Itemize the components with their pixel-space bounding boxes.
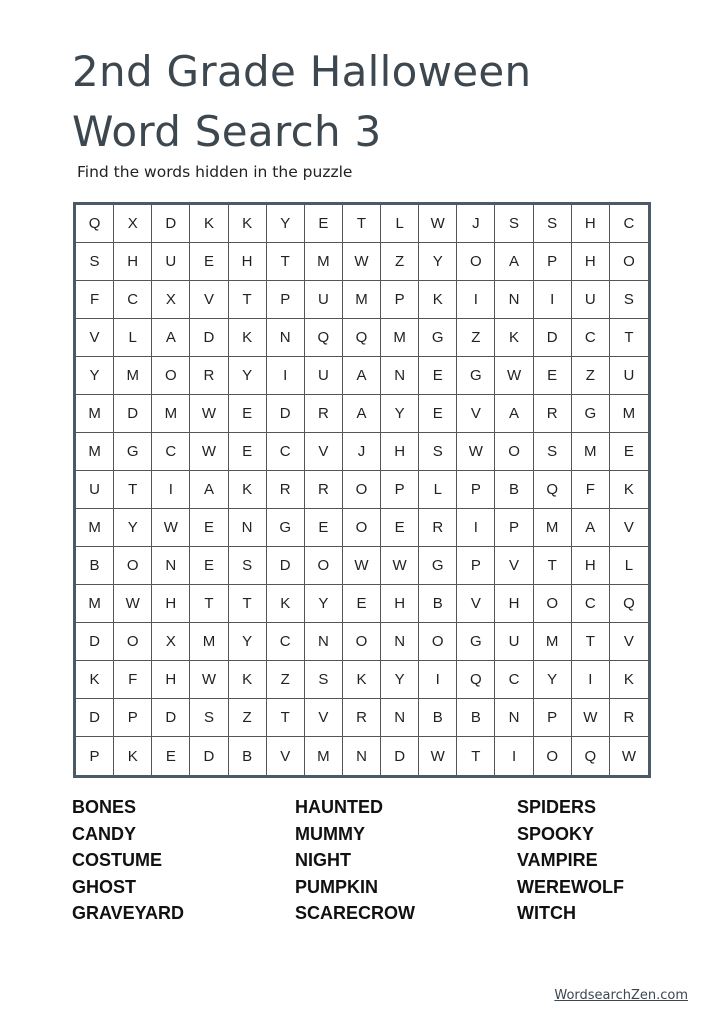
word-item: HAUNTED	[295, 797, 383, 817]
grid-cell[interactable]: Y	[267, 205, 305, 243]
grid-cell[interactable]: E	[343, 585, 381, 623]
grid-cell[interactable]: L	[419, 471, 457, 509]
grid-cell[interactable]: Y	[114, 509, 152, 547]
grid-cell[interactable]: N	[495, 281, 533, 319]
grid-cell[interactable]: W	[457, 433, 495, 471]
grid-cell[interactable]: G	[267, 509, 305, 547]
grid-cell[interactable]: T	[190, 585, 228, 623]
grid-cell[interactable]: J	[343, 433, 381, 471]
word-item: WITCH	[517, 903, 576, 923]
grid-cell[interactable]: I	[495, 737, 533, 775]
word-item: WEREWOLF	[517, 876, 624, 897]
grid-cell[interactable]: C	[267, 623, 305, 661]
grid-cell[interactable]: D	[190, 737, 228, 775]
word-item: MUMMY	[295, 823, 365, 844]
grid-cell[interactable]: F	[76, 281, 114, 319]
grid-cell[interactable]: G	[572, 395, 610, 433]
instructions: Find the words hidden in the puzzle	[77, 163, 353, 181]
grid-cell[interactable]: V	[267, 737, 305, 775]
grid-cell[interactable]: U	[152, 243, 190, 281]
grid-cell[interactable]: P	[381, 471, 419, 509]
grid-cell[interactable]: V	[305, 699, 343, 737]
grid-cell[interactable]: M	[534, 509, 572, 547]
grid-cell[interactable]: W	[190, 395, 228, 433]
grid-cell[interactable]: U	[610, 357, 648, 395]
grid-cell[interactable]: I	[457, 281, 495, 319]
grid-cell[interactable]: C	[572, 319, 610, 357]
grid-cell[interactable]: V	[305, 433, 343, 471]
grid-cell[interactable]: Z	[267, 661, 305, 699]
grid-cell[interactable]: P	[114, 699, 152, 737]
grid-cell[interactable]: K	[190, 205, 228, 243]
title-line-1: 2nd Grade Halloween	[72, 47, 532, 96]
grid-cell[interactable]: Z	[572, 357, 610, 395]
grid-cell[interactable]: D	[114, 395, 152, 433]
grid-cell[interactable]: T	[229, 281, 267, 319]
grid-cell[interactable]: K	[495, 319, 533, 357]
grid-cell[interactable]: D	[267, 547, 305, 585]
grid-cell[interactable]: G	[419, 319, 457, 357]
grid-cell[interactable]: O	[457, 243, 495, 281]
grid-cell[interactable]: M	[572, 433, 610, 471]
word-item: PUMPKIN	[295, 876, 379, 897]
grid-cell[interactable]: C	[495, 661, 533, 699]
grid-cell[interactable]: K	[419, 281, 457, 319]
grid-cell[interactable]: C	[114, 281, 152, 319]
grid-cell[interactable]: K	[229, 319, 267, 357]
grid-cell[interactable]: H	[152, 661, 190, 699]
grid-cell[interactable]: F	[114, 661, 152, 699]
grid-cell[interactable]: K	[267, 585, 305, 623]
grid-cell[interactable]: D	[76, 623, 114, 661]
word-item: GHOST	[72, 876, 137, 897]
grid-cell[interactable]: M	[152, 395, 190, 433]
grid-cell[interactable]: Y	[381, 395, 419, 433]
grid-cell[interactable]: C	[267, 433, 305, 471]
grid-cell[interactable]: T	[267, 243, 305, 281]
grid-cell[interactable]: Y	[229, 623, 267, 661]
grid-cell[interactable]: H	[381, 585, 419, 623]
grid-cell[interactable]: I	[572, 661, 610, 699]
grid-cell[interactable]: B	[457, 699, 495, 737]
grid-cell[interactable]: H	[229, 243, 267, 281]
grid-cell[interactable]: N	[495, 699, 533, 737]
grid-cell[interactable]: B	[419, 585, 457, 623]
grid-cell[interactable]: S	[534, 205, 572, 243]
grid-cell[interactable]: W	[190, 433, 228, 471]
grid-cell[interactable]: I	[152, 471, 190, 509]
grid-cell[interactable]: Y	[419, 243, 457, 281]
grid-cell[interactable]: D	[267, 395, 305, 433]
page-title	[72, 42, 692, 162]
grid-cell[interactable]: T	[229, 585, 267, 623]
word-list	[72, 794, 672, 927]
grid-cell[interactable]: C	[152, 433, 190, 471]
grid-cell[interactable]: F	[572, 471, 610, 509]
grid-cell[interactable]: O	[495, 433, 533, 471]
grid-cell[interactable]: E	[381, 509, 419, 547]
word-item: NIGHT	[295, 850, 351, 870]
grid-cell[interactable]: D	[190, 319, 228, 357]
grid-cell[interactable]: Y	[381, 661, 419, 699]
grid-cell[interactable]: J	[457, 205, 495, 243]
grid-cell[interactable]: M	[76, 433, 114, 471]
grid-cell[interactable]: E	[610, 433, 648, 471]
grid-cell[interactable]: D	[76, 699, 114, 737]
grid-cell[interactable]: S	[229, 547, 267, 585]
grid-cell[interactable]: P	[457, 471, 495, 509]
grid-cell[interactable]: S	[76, 243, 114, 281]
grid-cell[interactable]: E	[229, 433, 267, 471]
word-item: VAMPIRE	[517, 850, 598, 870]
title-line-2: Word Search 3	[72, 107, 382, 156]
grid-cell[interactable]: K	[229, 471, 267, 509]
grid-cell[interactable]: H	[152, 585, 190, 623]
grid-cell[interactable]: G	[419, 547, 457, 585]
grid-cell[interactable]: U	[305, 281, 343, 319]
word-column	[72, 794, 295, 927]
grid-cell[interactable]: D	[152, 205, 190, 243]
grid-cell[interactable]: A	[495, 395, 533, 433]
grid-cell[interactable]: Y	[534, 661, 572, 699]
grid-cell[interactable]: O	[610, 243, 648, 281]
grid-cell[interactable]: X	[152, 623, 190, 661]
site-link[interactable]: WordsearchZen.com	[554, 988, 688, 1003]
grid-cell[interactable]: Y	[229, 357, 267, 395]
grid-cell[interactable]: V	[457, 585, 495, 623]
grid-cell[interactable]: M	[76, 509, 114, 547]
grid-cell[interactable]: E	[229, 395, 267, 433]
grid-cell[interactable]: W	[114, 585, 152, 623]
grid-cell[interactable]: E	[419, 395, 457, 433]
grid-cell[interactable]: S	[534, 433, 572, 471]
grid-cell[interactable]: I	[419, 661, 457, 699]
letter-grid	[73, 202, 651, 778]
grid-cell[interactable]: V	[457, 395, 495, 433]
grid-cell[interactable]: A	[343, 357, 381, 395]
grid-cell[interactable]: U	[305, 357, 343, 395]
grid-cell[interactable]: H	[495, 585, 533, 623]
grid-cell[interactable]: P	[534, 699, 572, 737]
grid-cell[interactable]: T	[610, 319, 648, 357]
grid-cell[interactable]: W	[343, 243, 381, 281]
grid-cell[interactable]: E	[305, 205, 343, 243]
grid-cell[interactable]: X	[152, 281, 190, 319]
grid-cell[interactable]: N	[229, 509, 267, 547]
grid-cell[interactable]: O	[343, 509, 381, 547]
grid-cell[interactable]: D	[381, 737, 419, 775]
grid-cell[interactable]: N	[267, 319, 305, 357]
grid-cell[interactable]: Z	[381, 243, 419, 281]
grid-cell[interactable]: O	[534, 737, 572, 775]
word-column	[517, 794, 672, 927]
grid-cell[interactable]: S	[419, 433, 457, 471]
grid-cell[interactable]: T	[343, 205, 381, 243]
grid-cell[interactable]: E	[305, 509, 343, 547]
grid-cell[interactable]: V	[76, 319, 114, 357]
grid-cell[interactable]: S	[495, 205, 533, 243]
grid-cell[interactable]: W	[419, 205, 457, 243]
grid-cell[interactable]: R	[610, 699, 648, 737]
grid-cell[interactable]: P	[534, 243, 572, 281]
word-item: SPIDERS	[517, 797, 597, 817]
grid-cell[interactable]: I	[534, 281, 572, 319]
grid-cell[interactable]: Q	[343, 319, 381, 357]
grid-cell[interactable]: R	[190, 357, 228, 395]
grid-cell[interactable]: P	[457, 547, 495, 585]
grid-cell[interactable]: G	[457, 623, 495, 661]
grid-cell[interactable]: A	[572, 509, 610, 547]
grid-cell[interactable]: N	[152, 547, 190, 585]
grid-cell[interactable]: R	[534, 395, 572, 433]
grid-cell[interactable]: M	[343, 281, 381, 319]
grid-cell[interactable]: O	[114, 623, 152, 661]
word-column	[295, 794, 517, 927]
grid-cell[interactable]: V	[495, 547, 533, 585]
grid-cell[interactable]: S	[190, 699, 228, 737]
grid-cell[interactable]: E	[534, 357, 572, 395]
grid-cell[interactable]: E	[190, 509, 228, 547]
grid-cell[interactable]: I	[457, 509, 495, 547]
grid-cell[interactable]: K	[76, 661, 114, 699]
grid-cell[interactable]: K	[610, 661, 648, 699]
grid-cell[interactable]: O	[343, 471, 381, 509]
grid-cell[interactable]: Q	[457, 661, 495, 699]
grid-cell[interactable]: R	[267, 471, 305, 509]
grid-cell[interactable]: R	[343, 699, 381, 737]
grid-cell[interactable]: W	[572, 699, 610, 737]
grid-cell[interactable]: N	[343, 737, 381, 775]
grid-cell[interactable]: H	[114, 243, 152, 281]
grid-cell[interactable]: W	[343, 547, 381, 585]
grid-cell[interactable]: W	[381, 547, 419, 585]
grid-cell[interactable]: M	[381, 319, 419, 357]
grid-cell[interactable]: M	[190, 623, 228, 661]
grid-cell[interactable]: U	[76, 471, 114, 509]
grid-cell[interactable]: Y	[305, 585, 343, 623]
grid-cell[interactable]: P	[76, 737, 114, 775]
grid-cell[interactable]: K	[343, 661, 381, 699]
grid-cell[interactable]: M	[114, 357, 152, 395]
grid-cell[interactable]: T	[534, 547, 572, 585]
grid-cell[interactable]: E	[419, 357, 457, 395]
word-item: COSTUME	[72, 850, 162, 870]
grid-cell[interactable]: K	[114, 737, 152, 775]
grid-cell[interactable]: L	[381, 205, 419, 243]
grid-cell[interactable]: Q	[610, 585, 648, 623]
word-item: SPOOKY	[517, 823, 595, 844]
grid-cell[interactable]: O	[534, 585, 572, 623]
grid-cell[interactable]: O	[305, 547, 343, 585]
grid-cell[interactable]: E	[190, 243, 228, 281]
grid-cell[interactable]: H	[381, 433, 419, 471]
grid-cell[interactable]: A	[152, 319, 190, 357]
grid-cell[interactable]: N	[381, 699, 419, 737]
grid-cell[interactable]: H	[572, 205, 610, 243]
grid-cell[interactable]: X	[114, 205, 152, 243]
grid-cell[interactable]: V	[190, 281, 228, 319]
grid-cell[interactable]: T	[457, 737, 495, 775]
grid-cell[interactable]: Y	[76, 357, 114, 395]
grid-cell[interactable]: D	[534, 319, 572, 357]
grid-cell[interactable]: N	[381, 623, 419, 661]
grid-cell[interactable]: Z	[457, 319, 495, 357]
grid-cell[interactable]: L	[114, 319, 152, 357]
grid-cell[interactable]: R	[305, 395, 343, 433]
grid-cell[interactable]: T	[572, 623, 610, 661]
grid-cell[interactable]: K	[610, 471, 648, 509]
grid-cell[interactable]: A	[190, 471, 228, 509]
grid-cell[interactable]: C	[572, 585, 610, 623]
grid-cell[interactable]: U	[495, 623, 533, 661]
word-item: SCARECROW	[295, 903, 415, 923]
grid-cell[interactable]: S	[610, 281, 648, 319]
grid-cell[interactable]: B	[419, 699, 457, 737]
grid-cell[interactable]: M	[76, 585, 114, 623]
grid-cell[interactable]: A	[495, 243, 533, 281]
grid-cell[interactable]: W	[190, 661, 228, 699]
grid-cell[interactable]: Q	[572, 737, 610, 775]
grid-cell[interactable]: B	[229, 737, 267, 775]
grid-cell[interactable]: O	[419, 623, 457, 661]
grid-cell[interactable]: G	[457, 357, 495, 395]
grid-cell[interactable]: Q	[76, 205, 114, 243]
grid-cell[interactable]: P	[267, 281, 305, 319]
grid-cell[interactable]: M	[610, 395, 648, 433]
grid-cell[interactable]: U	[572, 281, 610, 319]
grid-cell[interactable]: O	[114, 547, 152, 585]
word-item: BONES	[72, 797, 137, 817]
grid-cell[interactable]: N	[381, 357, 419, 395]
grid-cell[interactable]: O	[343, 623, 381, 661]
grid-cell[interactable]: B	[76, 547, 114, 585]
grid-cell[interactable]: K	[229, 661, 267, 699]
word-item: GRAVEYARD	[72, 903, 185, 923]
grid-cell[interactable]: G	[114, 433, 152, 471]
grid-cell[interactable]: L	[610, 547, 648, 585]
grid-cell[interactable]: M	[534, 623, 572, 661]
grid-cell[interactable]: V	[610, 623, 648, 661]
grid-cell[interactable]: Q	[534, 471, 572, 509]
grid-cell[interactable]: K	[229, 205, 267, 243]
grid-cell[interactable]: I	[267, 357, 305, 395]
grid-cell[interactable]: V	[610, 509, 648, 547]
grid-cell[interactable]: W	[495, 357, 533, 395]
grid-cell[interactable]: T	[267, 699, 305, 737]
word-item: CANDY	[72, 823, 137, 844]
grid-cell[interactable]: P	[381, 281, 419, 319]
grid-cell[interactable]: O	[152, 357, 190, 395]
grid-cell[interactable]: E	[152, 737, 190, 775]
grid-cell[interactable]: N	[305, 623, 343, 661]
grid-cell[interactable]: A	[343, 395, 381, 433]
grid-cell[interactable]: Q	[305, 319, 343, 357]
grid-cell[interactable]: Z	[229, 699, 267, 737]
grid-cell[interactable]: C	[610, 205, 648, 243]
grid-cell[interactable]: M	[305, 737, 343, 775]
grid-cell[interactable]: T	[114, 471, 152, 509]
grid-cell[interactable]: E	[190, 547, 228, 585]
grid-cell[interactable]: H	[572, 243, 610, 281]
grid-cell[interactable]: W	[419, 737, 457, 775]
grid-cell[interactable]: R	[419, 509, 457, 547]
grid-cell[interactable]: H	[572, 547, 610, 585]
grid-cell[interactable]: M	[76, 395, 114, 433]
grid-cell[interactable]: P	[495, 509, 533, 547]
grid-cell[interactable]: B	[495, 471, 533, 509]
grid-cell[interactable]: D	[152, 699, 190, 737]
grid-cell[interactable]: W	[152, 509, 190, 547]
grid-cell[interactable]: M	[305, 243, 343, 281]
grid-cell[interactable]: W	[621, 747, 637, 765]
grid-cell[interactable]: R	[305, 471, 343, 509]
grid-cell[interactable]: S	[305, 661, 343, 699]
